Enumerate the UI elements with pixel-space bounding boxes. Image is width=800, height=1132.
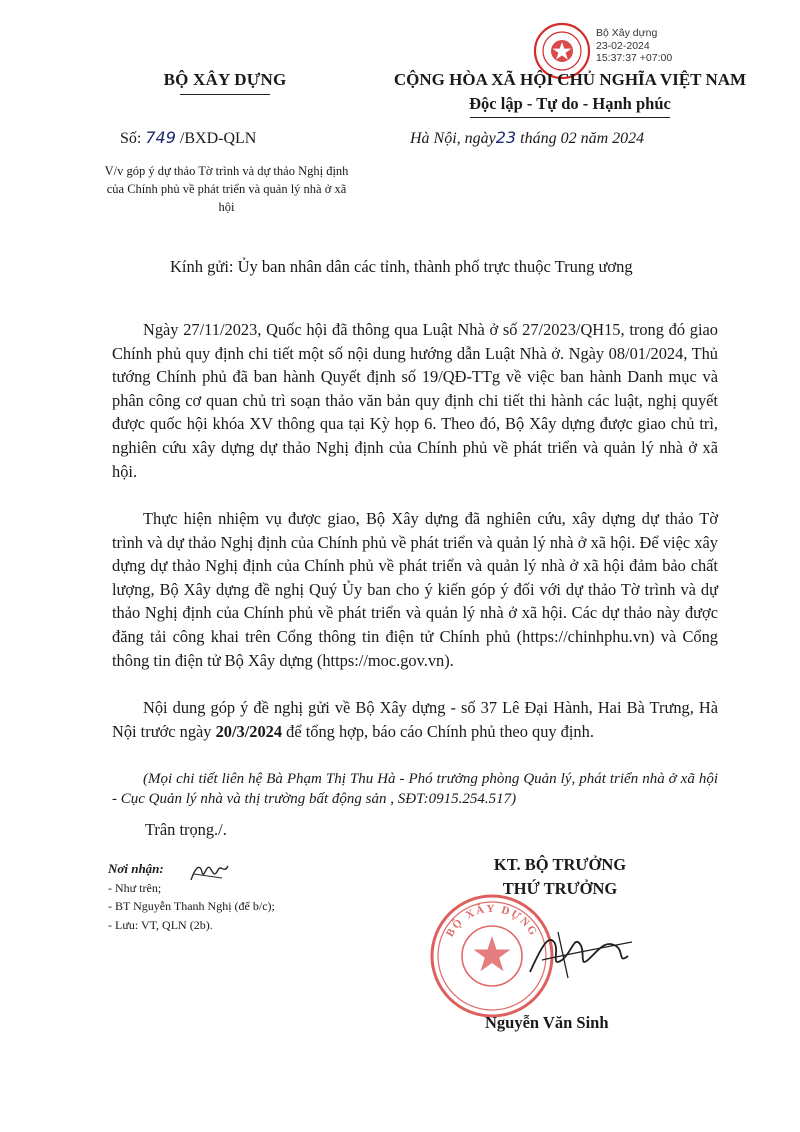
recipient-line: Kính gửi: Ủy ban nhân dân các tỉnh, thành phố trực thuộc Trung ương — [170, 257, 633, 276]
body-paragraph-1: Ngày 27/11/2023, Quốc hội đã thông qua Luật Nhà ở số 27/2023/QH15, trong đó giao Chính phủ quy định chi tiết một số nội dung hướng dẫn Luật Nhà ở. Ngày 08/01/2024, Thủ tướng Chính phủ đã ban hành Quyết định số 19/QĐ-TTg về việc ban hành Danh mục và phân công cơ quan chủ trì soạn thảo văn bản quy định chi tiết thi hành các luật, nghị quyết được quốc hội khóa XV thông qua tại Kỳ họp 6. Theo đó, Bộ Xây dựng được giao chủ trì, nghiên cứu xây dựng dự thảo Nghị định của Chính phủ về phát triển và quản lý nhà ở xã hội. — [112, 320, 718, 481]
day-handwritten: 23 — [495, 128, 517, 147]
place-and-date — [410, 128, 644, 148]
digital-signature-date: 23-02-2024 — [596, 39, 650, 52]
national-title: CỘNG HÒA XÃ HỘI CHỦ NGHĨA VIỆT NAM — [393, 70, 747, 89]
doc-number-handwritten: 749 — [145, 128, 176, 147]
cc-item: - Lưu: VT, QLN (2b). — [108, 917, 213, 932]
initials-scribble-icon — [188, 860, 232, 886]
cc-title: Nơi nhận: — [108, 861, 164, 876]
doc-number-prefix: Số: — [120, 130, 142, 147]
place-date-suffix: tháng 02 năm 2024 — [520, 130, 645, 147]
document-number — [120, 128, 256, 148]
signer-role-line-2: THỨ TRƯỞNG — [502, 879, 618, 898]
body-paragraph-3 — [112, 696, 718, 743]
body-paragraph-2: Thực hiện nhiệm vụ được giao, Bộ Xây dựng đã nghiên cứu, xây dựng dự thảo Tờ trình và dự thảo Nghị định của Chính phủ về phát triển và quản lý nhà ở xã hội. Để việc xây dựng dự thảo Nghị định của Chính phủ về phát triển và quản lý nhà ở xã hội đảm bảo chất lượng, Bộ Xây dựng đề nghị Quý Ủy ban cho ý kiến góp ý đối với dự thảo Tờ trình và dự thảo Nghị định của Chính phủ về phát triển và quản lý nhà ở xã hội. Các dự thảo này được đăng tải công khai trên Cổng thông tin điện tử Chính phủ (https://chinhphu.vn) và Cổng thông tin điện tử Bộ Xây dựng (https://moc.gov.vn). — [112, 509, 718, 670]
issuing-agency: BỘ XÂY DỰNG — [163, 70, 287, 89]
cc-item: - BT Nguyễn Thanh Nghị (để b/c); — [108, 899, 275, 913]
deadline-date: 20/3/2024 — [215, 721, 283, 741]
agency-underline — [180, 94, 270, 95]
stamp-text: BỘ XÂY DỰNG — [444, 902, 540, 940]
cc-item: - Như trên; — [108, 880, 162, 895]
digital-signature-info — [596, 27, 672, 65]
contact-note: (Mọi chi tiết liên hệ Bà Phạm Thị Thu Hà - Phó trưởng phòng Quản lý, phát triển nhà ở xã hội - Cục Quản lý nhà và thị trường bất động sản , SĐT:0915.254.517) — [112, 771, 718, 807]
signer-role-line-1: KT. BỘ TRƯỞNG — [493, 855, 627, 874]
digital-signature-time: 15:37:37 +07:00 — [596, 52, 673, 64]
place-date-prefix: Hà Nội, ngày — [410, 130, 496, 147]
signer-name: Nguyễn Văn Sinh — [485, 1013, 609, 1032]
doc-number-suffix: /BXD-QLN — [179, 130, 257, 147]
motto-underline — [470, 117, 670, 118]
digital-signature-signer: Bộ Xây dựng — [596, 27, 658, 39]
handwritten-signature-icon — [520, 920, 640, 990]
p3-text-after: để tổng hợp, báo cáo Chính phủ theo quy định. — [282, 721, 594, 741]
closing-greeting: Trân trọng./. — [145, 820, 227, 839]
p3-text-before: Nội dung góp ý đề nghị gửi về Bộ Xây dựng - số 37 Lê Đại Hành, Hai Bà Trưng, Hà Nội trước ngày — [112, 698, 718, 741]
national-motto: Độc lập - Tự do - Hạnh phúc — [469, 94, 671, 113]
document-subject: V/v góp ý dự thảo Tờ trình và dự thảo Nghị định của Chính phủ về phát triển và quản lý nhà ở xã hội — [104, 164, 349, 214]
